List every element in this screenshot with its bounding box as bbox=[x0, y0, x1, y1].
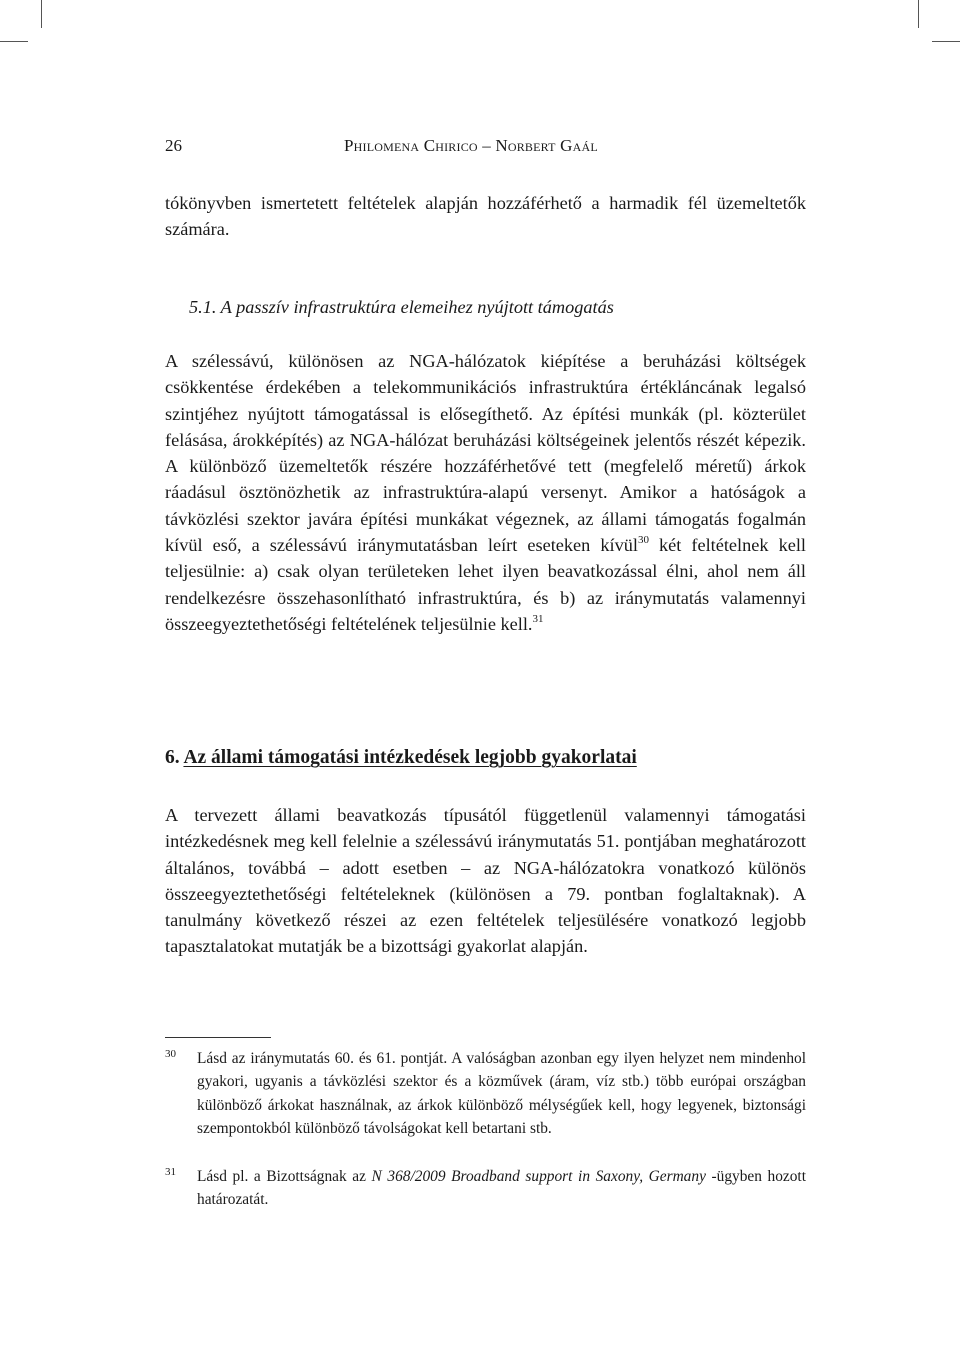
footnote-number: 30 bbox=[165, 1048, 176, 1060]
footnote-number: 31 bbox=[165, 1166, 176, 1178]
footnote-text: Lásd az iránymutatás 60. és 61. pontját. A valóságban azonban egy ilyen helyzet nem mindenhol gyakori, ugyanis a távközlési szektor és a közművek (áram, víz stb.) több európai országban különböző árkokat használnak, az árkok különböző mélységűek kell, hogy legyenek, biztonsági szempontokból különböző távolságokat kell betartani stb. bbox=[197, 1050, 806, 1138]
case-reference: N 368/2009 Broadband support in Saxony, Germany bbox=[371, 1168, 706, 1185]
paragraph-text bbox=[165, 348, 806, 637]
paragraph-text: A tervezett állami beavatkozás típusától függetlenül valamennyi támogatási intézkedésnek meg kell felelnie a szélessávú iránymutatás 51. pontjában meghatározott általános, továbbá – adott esetben – az NGA-hálózatokra vonatkozó különös összeegyeztethetőségi feltételeknek (különösen a 79. pontban foglaltaknak). A tanulmány következő részei az ezen feltételek teljesülésére vonatkozó legjobb tapasztalatokat mutatják be a bizottsági gyakorlat alapján. bbox=[165, 805, 806, 957]
footnote-ref-30[interactable]: 30 bbox=[637, 534, 649, 547]
section-heading bbox=[165, 747, 637, 769]
crop-mark bbox=[918, 0, 919, 28]
page-number: 26 bbox=[165, 136, 182, 155]
running-head: Philomena Chirico – Norbert Gaál bbox=[344, 136, 598, 155]
paragraph-text-part: A szélessávú, különösen az NGA-hálózatok kiépítése a beruházási költségek csökkentése érdekében a telekommunikációs infrastruktúra értékláncának legalsó szintjéhez nyújtott támogatással is elősegíthető. Az építési munkák (pl. közterület felásása, árokképítés) az NGA-hálózat beruházási költségeinek jelentős részét képezik. A különböző üzemeltetők részére hozzáférhetővé tett (megfelelő méretű) árkok ráadásul ösztönözhetik az infrastruktúra-alapú versenyt. Amikor a hatóságok a távközlési szektor javára építési munkákat végeznek, az állami támogatás fogalmán kívül eső, a szélessávú iránymutatásban leírt eseteken kívül bbox=[165, 351, 806, 556]
paragraph-continuation bbox=[165, 190, 806, 243]
footnote-30 bbox=[165, 1047, 806, 1141]
crop-mark bbox=[932, 41, 960, 42]
footnote-separator bbox=[165, 1037, 271, 1038]
footnote-31 bbox=[165, 1165, 806, 1212]
crop-mark bbox=[0, 41, 28, 42]
paragraph-text: tókönyvben ismertetett feltételek alapján hozzáférhető a harmadik fél üzemeltetők számára. bbox=[165, 193, 806, 240]
paragraph-best-practices bbox=[165, 802, 806, 960]
footnote-text-part: Lásd pl. a Bizottságnak az bbox=[197, 1168, 372, 1185]
section-number: 6. bbox=[165, 747, 180, 768]
crop-mark bbox=[41, 0, 42, 28]
section-title: Az állami támogatási intézkedések legjobb gyakorlatai bbox=[183, 747, 637, 768]
subsection-heading: 5.1. A passzív infrastruktúra elemeihez nyújtott támogatás bbox=[189, 297, 614, 317]
paragraph-text-part: két feltételnek kell teljesülnie: a) csak olyan területeken lehet ilyen beavatkozással élni, ahol nem áll rendelkezésre összehasonlítható infrastruktúra, és b) az iránymutatás valamennyi összeegyeztethetőségi feltételének teljesülnie kell. bbox=[165, 535, 806, 634]
paragraph-passive-infrastructure bbox=[165, 348, 806, 637]
footnote-text bbox=[197, 1165, 806, 1212]
footnote-ref-31[interactable]: 31 bbox=[532, 612, 544, 625]
footnote-text-part: -ügyben hozott határozatát. bbox=[197, 1168, 806, 1209]
